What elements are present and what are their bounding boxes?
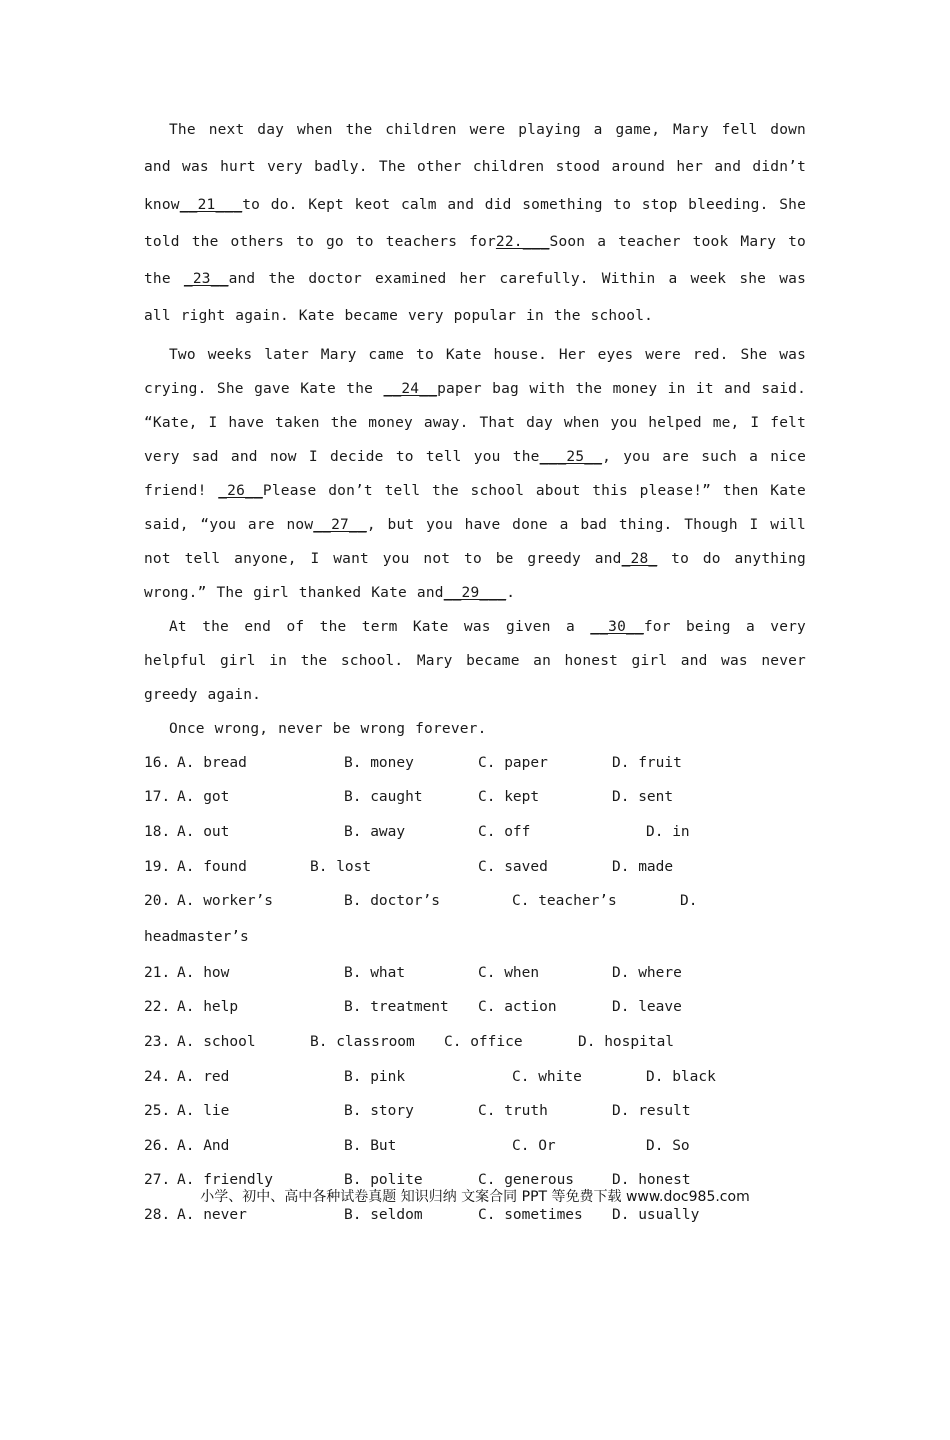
option-a: A. friendly	[177, 1172, 274, 1189]
option-c: C. Or	[512, 1137, 556, 1154]
passage-paragraph-3	[144, 610, 806, 712]
question-row	[144, 990, 806, 1025]
option-b: B. seldom	[344, 1206, 423, 1223]
question-number: 23.	[144, 1033, 171, 1050]
question-number: 19.	[144, 858, 171, 875]
option-c: C. kept	[478, 789, 540, 806]
option-d: D. So	[646, 1137, 690, 1154]
option-d: D. result	[612, 1103, 691, 1120]
question-row	[144, 850, 806, 885]
option-c: C. off	[478, 823, 531, 840]
option-a: A. found	[177, 858, 247, 875]
option-d: D.	[680, 893, 698, 910]
passage-text: paper bag with the money in it and said. “Kate, I have taken the money away. That day when you helped me, I felt very sad and now I decide to tell you the	[144, 380, 807, 465]
option-c: C. teacher’s	[512, 893, 617, 910]
passage-paragraph-1	[144, 112, 806, 336]
option-a: A. lie	[177, 1103, 230, 1120]
passage-text: .	[506, 584, 516, 601]
option-d: D. sent	[612, 789, 674, 806]
question-row	[144, 815, 806, 850]
option-d: D. black	[646, 1068, 716, 1085]
blank-22: 22.___	[495, 233, 550, 250]
option-b: B. caught	[344, 789, 423, 806]
question-row	[144, 884, 806, 919]
blank-30: __30__	[590, 618, 644, 635]
blank-25: ___25__	[539, 448, 603, 465]
option-a: A. how	[177, 964, 230, 981]
question-number: 28.	[144, 1206, 171, 1223]
option-a: A. help	[177, 999, 239, 1016]
passage-text: , you are such a nice friend!	[144, 448, 807, 499]
passage-text: Two weeks later Mary came to Kate house. Her eyes were red. She was crying. She gave Kate the	[144, 346, 806, 397]
question-row	[144, 780, 806, 815]
option-d: D. fruit	[612, 754, 682, 771]
passage-text: , but you have done a bad thing. Though I will not tell anyone, I want you not to be greedy and	[144, 516, 806, 567]
option-b: B. pink	[344, 1068, 406, 1085]
question-number: 22.	[144, 999, 171, 1016]
option-b: B. lost	[310, 858, 372, 875]
option-c: C. office	[444, 1033, 523, 1050]
passage-text: to do. Kept keot calm and did something to stop bleeding. She told the others to go to teachers for	[144, 196, 806, 250]
page-footer-banner: 小学、初中、高中各种试卷真题 知识归纳 文案合同 PPT 等免费下载 www.doc985.com	[200, 1189, 750, 1205]
option-c: C. sometimes	[478, 1206, 583, 1223]
option-d: D. in	[646, 823, 690, 840]
option-d: D. hospital	[578, 1033, 675, 1050]
question-number: 17.	[144, 789, 171, 806]
question-row	[144, 746, 806, 781]
question-row	[144, 1060, 806, 1095]
question-list	[144, 746, 806, 1233]
option-c: C. truth	[478, 1103, 548, 1120]
option-b: B. polite	[344, 1172, 423, 1189]
option-a: A. bread	[177, 754, 247, 771]
question-number: 26.	[144, 1137, 171, 1154]
option-d: D. usually	[612, 1206, 700, 1223]
question-number: 21.	[144, 964, 171, 981]
passage-moral: Once wrong, never be wrong forever.	[169, 720, 487, 737]
blank-28: _28_	[621, 550, 658, 567]
option-a: A. out	[177, 823, 230, 840]
question-row	[144, 1094, 806, 1129]
blank-29: __29___	[443, 584, 507, 601]
passage-text: and the doctor examined her carefully. Within a week she was all right again. Kate became very popular in the school.	[144, 271, 806, 325]
option-b: B. money	[344, 754, 414, 771]
blank-23: _23__	[183, 271, 229, 288]
option-b: B. story	[344, 1103, 414, 1120]
passage-paragraph-2	[144, 338, 806, 610]
passage-text: to do anything wrong.” The girl thanked Kate and	[144, 550, 806, 601]
blank-21: __21___	[179, 196, 243, 213]
option-c: C. saved	[478, 858, 548, 875]
question-wrap-line: headmaster’s	[144, 928, 249, 945]
option-a: A. got	[177, 789, 230, 806]
option-a: A. red	[177, 1068, 230, 1085]
passage-text: for being a very helpful girl in the school. Mary became an honest girl and was never greedy again.	[144, 618, 806, 703]
blank-26: _26__	[218, 482, 263, 499]
option-a: A. And	[177, 1137, 230, 1154]
option-d: D. leave	[612, 999, 682, 1016]
question-number: 25.	[144, 1103, 171, 1120]
option-c: C. action	[478, 999, 557, 1016]
option-b: B. classroom	[310, 1033, 415, 1050]
option-d: D. made	[612, 858, 674, 875]
option-c: C. generous	[478, 1172, 575, 1189]
question-number: 27.	[144, 1172, 171, 1189]
question-number: 20.	[144, 893, 171, 910]
option-a: A. school	[177, 1033, 256, 1050]
document-page	[144, 112, 806, 1233]
option-b: B. doctor’s	[344, 893, 441, 910]
option-c: C. white	[512, 1068, 582, 1085]
question-number: 24.	[144, 1068, 171, 1085]
blank-27: __27__	[313, 516, 367, 533]
blank-24: __24__	[383, 380, 438, 397]
option-a: A. never	[177, 1206, 247, 1223]
passage-text: Soon a teacher took Mary to the	[144, 233, 806, 288]
question-number: 18.	[144, 823, 171, 840]
passage-text: The next day when the children were playing a game, Mary fell down and was hurt very badly. The other children stood around her and didn’t know	[144, 122, 806, 213]
option-b: B. But	[344, 1137, 397, 1154]
option-b: B. treatment	[344, 999, 449, 1016]
option-b: B. what	[344, 964, 406, 981]
question-row	[144, 956, 806, 991]
question-row	[144, 1025, 806, 1060]
passage-text: Please don’t tell the school about this please!” then Kate said, “you are now	[144, 482, 806, 533]
passage-text: At the end of the term Kate was given a	[169, 618, 575, 635]
option-d: D. where	[612, 964, 682, 981]
question-row	[144, 1129, 806, 1164]
question-number: 16.	[144, 754, 171, 771]
option-d: D. honest	[612, 1172, 691, 1189]
option-c: C. when	[478, 964, 540, 981]
option-b: B. away	[344, 823, 406, 840]
option-c: C. paper	[478, 754, 548, 771]
option-a: A. worker’s	[177, 893, 274, 910]
